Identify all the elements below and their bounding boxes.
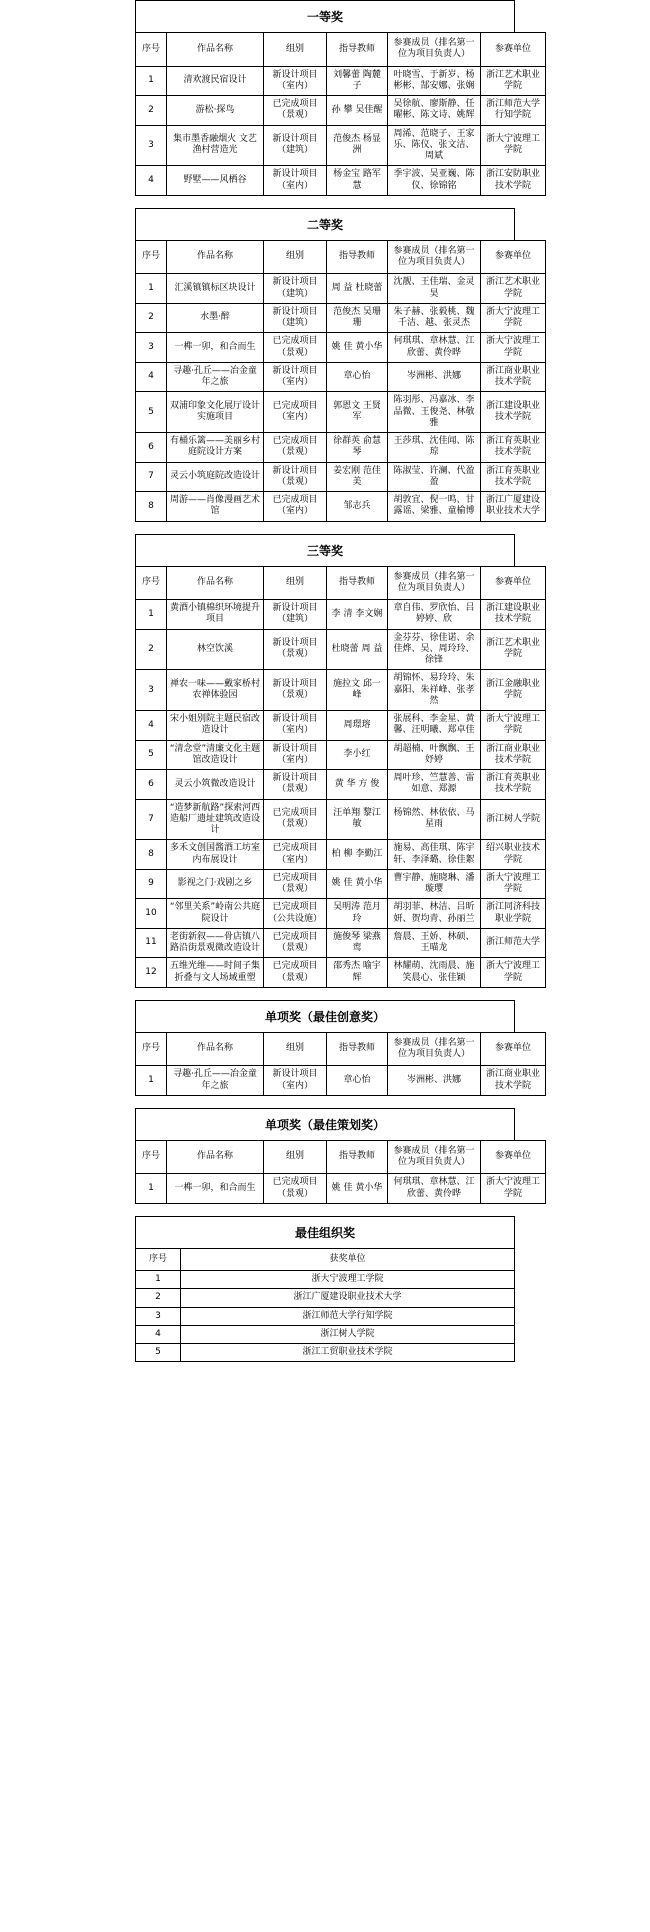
table-row (136, 1174, 546, 1204)
cell-group: 新设计项目（室内） (264, 166, 327, 196)
cell-name: 一榫一卯，和合而生 (167, 1174, 264, 1204)
cell-unit: 浙大宁波理工学院 (481, 711, 546, 741)
cell-members: 季宇波、吴亚巍、陈仪、徐锦铭 (388, 166, 481, 196)
cell-no: 1 (136, 1066, 167, 1096)
col-members: 参赛成员（排名第一位为项目负责人） (388, 33, 481, 67)
org-row (136, 1325, 515, 1343)
cell-no: 2 (136, 303, 167, 333)
org-row (136, 1344, 515, 1362)
col-name: 作品名称 (167, 1140, 264, 1174)
col-members: 参赛成员（排名第一位为项目负责人） (388, 240, 481, 274)
awards-table (135, 566, 546, 988)
award-section (135, 534, 540, 988)
cell-unit: 浙江同济科技职业学院 (481, 899, 546, 929)
col-group: 组别 (264, 1140, 327, 1174)
cell-group: 已完成项目（景观） (264, 433, 327, 463)
section-title: 二等奖 (135, 208, 515, 240)
cell-no: 10 (136, 899, 167, 929)
cell-members: 王莎琪、沈佳闻、陈琼 (388, 433, 481, 463)
cell-unit: 浙江广厦建设职业技术大学 (481, 492, 546, 522)
cell-name: “邻里关系”岭南公共庭院设计 (167, 899, 264, 929)
cell-teacher: 杨金宝 路军慧 (327, 166, 388, 196)
cell-no: 1 (136, 274, 167, 304)
cell-members: 陈羽彤、冯嘉冰、李品微、王俊尧、林敬雅 (388, 392, 481, 433)
table-row (136, 274, 546, 304)
cell-teacher: 施俊琴 梁燕鸾 (327, 928, 388, 958)
cell-unit: 浙江安防职业技术学院 (481, 166, 546, 196)
cell-unit: 浙大宁波理工学院 (481, 125, 546, 166)
cell-group: 已完成项目（景观） (264, 1174, 327, 1204)
cell-name: 寻趣·孔丘——冶金童年之旅 (167, 362, 264, 392)
cell-name: 集市墨香融烟火 文艺渔村营造光 (167, 125, 264, 166)
cell-group: 新设计项目（景观） (264, 629, 327, 670)
cell-no: 3 (136, 670, 167, 711)
org-cell-no: 1 (136, 1271, 181, 1289)
awards-table (135, 240, 546, 522)
col-no: 序号 (136, 33, 167, 67)
cell-teacher: 李 清 李文娴 (327, 600, 388, 630)
cell-teacher: 汪单翔 黎江敏 (327, 799, 388, 840)
cell-teacher: 姚 佳 黄小华 (327, 869, 388, 899)
cell-group: 已完成项目（室内） (264, 392, 327, 433)
col-name: 作品名称 (167, 1032, 264, 1066)
cell-name: 游松·探鸟 (167, 96, 264, 126)
cell-unit: 浙江商业职业技术学院 (481, 1066, 546, 1096)
cell-unit: 浙江建设职业技术学院 (481, 600, 546, 630)
cell-group: 新设计项目（室内） (264, 740, 327, 770)
cell-unit: 浙大宁波理工学院 (481, 303, 546, 333)
cell-teacher: 范俊杰 吴珊珊 (327, 303, 388, 333)
cell-members: 章自伟、罗欣怡、吕婷婷、欣 (388, 600, 481, 630)
col-no: 序号 (136, 1140, 167, 1174)
org-col-unit: 获奖单位 (181, 1248, 515, 1270)
cell-unit: 浙江艺术职业学院 (481, 274, 546, 304)
cell-name: 影视之门·戏剧之乡 (167, 869, 264, 899)
cell-group: 已完成项目（室内） (264, 492, 327, 522)
cell-name: 五维光维——时间子集折叠与文人场域重塑 (167, 958, 264, 988)
cell-group: 新设计项目（建筑） (264, 303, 327, 333)
awards-table (135, 32, 546, 196)
cell-teacher: 周璟瑢 (327, 711, 388, 741)
section-gap (135, 1204, 515, 1216)
cell-name: 双浦印象文化展厅设计实施项目 (167, 392, 264, 433)
table-row (136, 166, 546, 196)
table-row (136, 670, 546, 711)
org-section-title: 最佳组织奖 (135, 1216, 515, 1248)
cell-no: 5 (136, 740, 167, 770)
org-row (136, 1307, 515, 1325)
cell-teacher: 姚 佳 黄小华 (327, 333, 388, 363)
cell-unit: 浙大宁波理工学院 (481, 333, 546, 363)
document-body (135, 0, 540, 1362)
cell-members: 周叶珍、竺慧善、雷如意、郑源 (388, 770, 481, 800)
cell-members: 何琪琪、章林慧、江欣蕾、黄伶晔 (388, 333, 481, 363)
org-table (135, 1248, 515, 1363)
table-header-row (136, 566, 546, 600)
cell-no: 4 (136, 711, 167, 741)
table-row (136, 333, 546, 363)
cell-no: 6 (136, 770, 167, 800)
table-row (136, 711, 546, 741)
awards-table (135, 1140, 546, 1204)
section-title: 单项奖（最佳创意奖） (135, 1000, 515, 1032)
cell-no: 3 (136, 125, 167, 166)
cell-unit: 浙江师范大学行知学院 (481, 96, 546, 126)
col-unit: 参赛单位 (481, 240, 546, 274)
cell-group: 新设计项目（室内） (264, 362, 327, 392)
award-section (135, 0, 540, 196)
table-row (136, 392, 546, 433)
cell-name: 禅农一味——戴家桥村农禅体验园 (167, 670, 264, 711)
cell-name: 有桶乐篱——美丽乡村庭院设计方案 (167, 433, 264, 463)
cell-members: 杨锦然、林依依、马星雨 (388, 799, 481, 840)
cell-members: 胡羽菲、林洁、吕昕妍、贺均青、孙丽兰 (388, 899, 481, 929)
table-header-row (136, 33, 546, 67)
table-row (136, 462, 546, 492)
cell-name: 灵云小筑微改造设计 (167, 770, 264, 800)
cell-no: 1 (136, 1174, 167, 1204)
table-row (136, 840, 546, 870)
org-row (136, 1289, 515, 1307)
cell-group: 已完成项目（景观） (264, 958, 327, 988)
cell-group: 已完成项目（景观） (264, 96, 327, 126)
org-col-no: 序号 (136, 1248, 181, 1270)
cell-name: 老街新叙——骨店镇八路沿街景观微改造设计 (167, 928, 264, 958)
cell-no: 4 (136, 362, 167, 392)
cell-teacher: 杜晓蕾 周 益 (327, 629, 388, 670)
table-row (136, 629, 546, 670)
cell-name: 汇溪镇镇标区块设计 (167, 274, 264, 304)
col-name: 作品名称 (167, 566, 264, 600)
cell-group: 新设计项目（室内） (264, 66, 327, 96)
cell-no: 12 (136, 958, 167, 988)
cell-name: 一榫一卯，和合而生 (167, 333, 264, 363)
cell-teacher: 章心怡 (327, 1066, 388, 1096)
cell-name: 野墅——风栖谷 (167, 166, 264, 196)
cell-members: 金芬芬、徐佳诺、余佳烨、吴、周玲玲、徐锋 (388, 629, 481, 670)
cell-teacher: 徐群英 俞慧琴 (327, 433, 388, 463)
cell-group: 新设计项目（景观） (264, 770, 327, 800)
table-row (136, 928, 546, 958)
cell-name: “造梦新航路”探索河西造船厂遗址建筑改造设计 (167, 799, 264, 840)
cell-no: 9 (136, 869, 167, 899)
cell-group: 已完成项目（景观） (264, 928, 327, 958)
cell-group: 新设计项目（室内） (264, 1066, 327, 1096)
cell-name: 林空饮溪 (167, 629, 264, 670)
org-row (136, 1271, 515, 1289)
cell-unit: 浙江商业职业技术学院 (481, 362, 546, 392)
org-cell-unit: 浙大宁波理工学院 (181, 1271, 515, 1289)
cell-unit: 浙大宁波理工学院 (481, 1174, 546, 1204)
cell-members: 朱子赫、张毅桃、魏千洁、越、张灵杰 (388, 303, 481, 333)
col-no: 序号 (136, 1032, 167, 1066)
cell-no: 8 (136, 840, 167, 870)
org-cell-unit: 浙江工贸职业技术学院 (181, 1344, 515, 1362)
col-members: 参赛成员（排名第一位为项目负责人） (388, 1140, 481, 1174)
cell-unit: 绍兴职业技术学院 (481, 840, 546, 870)
cell-members: 岑洲彬、洪娜 (388, 362, 481, 392)
org-cell-unit: 浙江广厦建设职业技术大学 (181, 1289, 515, 1307)
cell-unit: 浙江育英职业技术学院 (481, 770, 546, 800)
cell-no: 1 (136, 600, 167, 630)
cell-members: 岑洲彬、洪娜 (388, 1066, 481, 1096)
col-teacher: 指导教师 (327, 240, 388, 274)
award-sections (135, 0, 540, 1362)
cell-group: 已完成项目（景观） (264, 333, 327, 363)
cell-group: 新设计项目（景观） (264, 462, 327, 492)
awards-table (135, 1032, 546, 1096)
cell-name: 宋小姐别院主题民宿改造设计 (167, 711, 264, 741)
cell-unit: 浙江建设职业技术学院 (481, 392, 546, 433)
cell-no: 3 (136, 333, 167, 363)
col-no: 序号 (136, 240, 167, 274)
cell-teacher: 章心怡 (327, 362, 388, 392)
cell-name: 寻趣·孔丘——冶金童年之旅 (167, 1066, 264, 1096)
award-section (135, 1000, 540, 1096)
org-cell-unit: 浙江树人学院 (181, 1325, 515, 1343)
cell-members: 叶晓雪、于新岁、杨彬彬、郜安娜、张娴 (388, 66, 481, 96)
cell-no: 2 (136, 629, 167, 670)
col-teacher: 指导教师 (327, 1140, 388, 1174)
table-row (136, 66, 546, 96)
cell-members: 胡锦怀、易玲玲、朱嘉阳、朱祥峰、张孝然 (388, 670, 481, 711)
col-unit: 参赛单位 (481, 1032, 546, 1066)
cell-no: 1 (136, 66, 167, 96)
col-group: 组别 (264, 566, 327, 600)
col-name: 作品名称 (167, 33, 264, 67)
col-group: 组别 (264, 1032, 327, 1066)
org-cell-no: 5 (136, 1344, 181, 1362)
col-teacher: 指导教师 (327, 1032, 388, 1066)
cell-members: 胡超楠、叶飘飘、王妤婷 (388, 740, 481, 770)
cell-name: 水墨·醉 (167, 303, 264, 333)
table-row (136, 303, 546, 333)
section-title: 一等奖 (135, 0, 515, 32)
col-group: 组别 (264, 33, 327, 67)
cell-name: “清念堂”清廉文化主题馆改造设计 (167, 740, 264, 770)
cell-group: 新设计项目（室内） (264, 711, 327, 741)
col-no: 序号 (136, 566, 167, 600)
cell-teacher: 施拉文 邱一峰 (327, 670, 388, 711)
cell-members: 胡敦宜、倪一鸣、甘露谣、梁雅、童榆博 (388, 492, 481, 522)
col-group: 组别 (264, 240, 327, 274)
table-row (136, 958, 546, 988)
table-row (136, 770, 546, 800)
cell-group: 已完成项目（室内） (264, 840, 327, 870)
cell-unit: 浙大宁波理工学院 (481, 869, 546, 899)
cell-group: 新设计项目（建筑） (264, 600, 327, 630)
cell-members: 詹晨、王娇、林硕、王喵龙 (388, 928, 481, 958)
cell-teacher: 吴明涛 范月玲 (327, 899, 388, 929)
award-section (135, 1108, 540, 1204)
cell-unit: 浙江艺术职业学院 (481, 629, 546, 670)
cell-teacher: 邹志兵 (327, 492, 388, 522)
cell-group: 已完成项目（公共设施） (264, 899, 327, 929)
col-unit: 参赛单位 (481, 1140, 546, 1174)
cell-unit: 浙江育英职业技术学院 (481, 462, 546, 492)
cell-unit: 浙江树人学院 (481, 799, 546, 840)
cell-name: 清欢渡民宿设计 (167, 66, 264, 96)
cell-name: 周游——肖像漫画艺术馆 (167, 492, 264, 522)
col-unit: 参赛单位 (481, 33, 546, 67)
cell-unit: 浙江师范大学 (481, 928, 546, 958)
cell-group: 已完成项目（景观） (264, 869, 327, 899)
cell-name: 多禾文创国酱酒工坊室内布展设计 (167, 840, 264, 870)
cell-no: 11 (136, 928, 167, 958)
col-teacher: 指导教师 (327, 566, 388, 600)
cell-members: 何琪琪、章林慧、江欣蕾、黄伶晔 (388, 1174, 481, 1204)
section-gap (135, 196, 515, 208)
cell-teacher: 邵秀杰 喻宇辉 (327, 958, 388, 988)
table-row (136, 799, 546, 840)
table-row (136, 1066, 546, 1096)
cell-unit: 浙江金融职业学院 (481, 670, 546, 711)
cell-members: 曹宇静、施晓琳、潘璇璎 (388, 869, 481, 899)
cell-teacher: 周 益 杜晓蕾 (327, 274, 388, 304)
cell-teacher: 黄 华 方 俊 (327, 770, 388, 800)
section-title: 三等奖 (135, 534, 515, 566)
table-row (136, 125, 546, 166)
cell-members: 陈淑莹、许澜、代盈盈 (388, 462, 481, 492)
org-cell-no: 4 (136, 1325, 181, 1343)
cell-unit: 浙江商业职业技术学院 (481, 740, 546, 770)
cell-no: 8 (136, 492, 167, 522)
cell-group: 新设计项目（建筑） (264, 274, 327, 304)
table-row (136, 362, 546, 392)
cell-no: 4 (136, 166, 167, 196)
table-row (136, 600, 546, 630)
org-section (135, 1216, 515, 1363)
cell-no: 5 (136, 392, 167, 433)
cell-members: 张展科、李金星、黄馨、汪明曦、郑卓佳 (388, 711, 481, 741)
cell-no: 2 (136, 96, 167, 126)
cell-members: 吴徐航、廖斯静、任曜彬、陈文诗、姚辉 (388, 96, 481, 126)
col-members: 参赛成员（排名第一位为项目负责人） (388, 566, 481, 600)
table-row (136, 899, 546, 929)
cell-group: 已完成项目（景观） (264, 799, 327, 840)
award-section (135, 208, 540, 522)
cell-members: 施易、高佳琪、陈宇轩、李泽璐、徐佳絮 (388, 840, 481, 870)
cell-unit: 浙江艺术职业学院 (481, 66, 546, 96)
table-row (136, 740, 546, 770)
cell-teacher: 姜宏刚 范佳美 (327, 462, 388, 492)
cell-teacher: 范俊杰 杨显洲 (327, 125, 388, 166)
cell-teacher: 李小红 (327, 740, 388, 770)
org-cell-unit: 浙江师范大学行知学院 (181, 1307, 515, 1325)
org-cell-no: 2 (136, 1289, 181, 1307)
table-header-row (136, 1032, 546, 1066)
cell-unit: 浙江育英职业技术学院 (481, 433, 546, 463)
table-row (136, 433, 546, 463)
cell-teacher: 孙 攀 吴佳醒 (327, 96, 388, 126)
table-row (136, 96, 546, 126)
col-unit: 参赛单位 (481, 566, 546, 600)
cell-group: 新设计项目（景观） (264, 670, 327, 711)
table-header-row (136, 1140, 546, 1174)
cell-unit: 浙大宁波理工学院 (481, 958, 546, 988)
col-teacher: 指导教师 (327, 33, 388, 67)
section-gap (135, 522, 515, 534)
cell-teacher: 刘馨蕾 陶麓子 (327, 66, 388, 96)
cell-group: 新设计项目（建筑） (264, 125, 327, 166)
cell-no: 6 (136, 433, 167, 463)
cell-members: 林耀萌、沈雨晨、施笑晨心、张佳颖 (388, 958, 481, 988)
table-header-row (136, 240, 546, 274)
section-gap (135, 988, 515, 1000)
org-cell-no: 3 (136, 1307, 181, 1325)
col-members: 参赛成员（排名第一位为项目负责人） (388, 1032, 481, 1066)
table-row (136, 492, 546, 522)
cell-no: 7 (136, 799, 167, 840)
section-title: 单项奖（最佳策划奖） (135, 1108, 515, 1140)
cell-name: 黄酒小镇棉织环境提升项目 (167, 600, 264, 630)
cell-members: 周浠、范晓子、王家乐、陈仪、张文洁、周斌 (388, 125, 481, 166)
cell-teacher: 姚 佳 黄小华 (327, 1174, 388, 1204)
cell-name: 灵云小筑庭院改造设计 (167, 462, 264, 492)
org-header-row (136, 1248, 515, 1270)
table-row (136, 869, 546, 899)
cell-no: 7 (136, 462, 167, 492)
section-gap (135, 1096, 515, 1108)
cell-teacher: 郭恩文 王贤军 (327, 392, 388, 433)
cell-members: 沈靓、王佳瑞、金灵昊 (388, 274, 481, 304)
col-name: 作品名称 (167, 240, 264, 274)
cell-teacher: 柏 柳 李勤江 (327, 840, 388, 870)
